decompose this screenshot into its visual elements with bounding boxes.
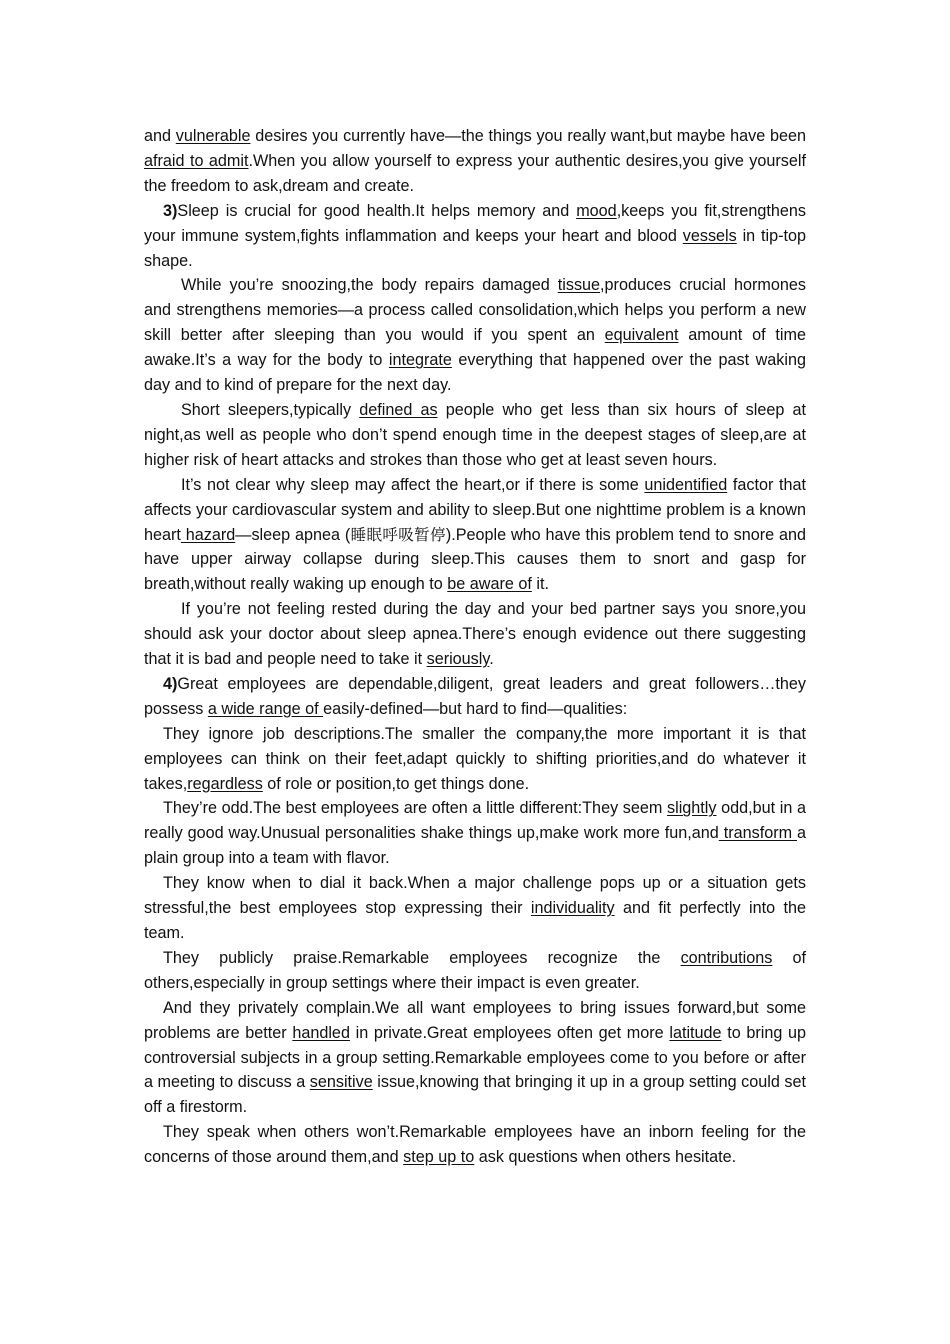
underlined-term: hazard [180,525,236,544]
underlined-term: handled [292,1023,350,1042]
text-segment: . [489,650,494,669]
paragraph-p4 [144,398,806,473]
text-segment: and [144,127,176,145]
text-segment: They know when to dial it back.When a major challenge pops up or a situation gets stressful,the best employees stop expressing their [144,874,806,918]
paragraph-p6 [144,597,806,672]
text-segment: If you’re not feeling rested during the day and your bed partner says you snore,you should ask your doctor about sleep apnea.There’s enough evidence out there suggesting that it is bad and people need to take it [144,600,806,669]
section-number: 4) [163,674,178,693]
text-segment: They’re odd.The best employees are often a little different:They seem [163,799,668,818]
paragraph-p1 [144,124,806,199]
text-segment: factor that affects your cardiovascular system and ability to sleep.But one nighttime problem is a known heart [144,475,806,544]
underlined-term: slightly [667,799,717,818]
paragraph-p9 [144,796,806,871]
underlined-term: equivalent [604,326,679,345]
text-segment: ,keeps you fit,strengthens your immune system,fights inflammation and keeps your heart and blood [144,201,806,245]
text-segment: of role or position,to get things done. [262,774,530,793]
underlined-term: transform [718,824,797,843]
text-segment: They ignore job descriptions.The smaller the company,the more important it is that employees can think on their feet,adapt quickly to shifting priorities,and do whatever it takes, [144,724,806,793]
underlined-term: mood [576,201,617,220]
text-segment: While you’re snoozing,the body repairs damaged [181,276,558,295]
text-segment: odd,but in a really good way.Unusual personalities shake things up,make work more fun,and [144,799,806,843]
underlined-term: integrate [388,351,452,370]
text-segment: issue,knowing that bringing it up in a group setting could set off a firestorm. [144,1073,806,1117]
underlined-term: defined as [359,400,438,419]
text-segment: in private.Great employees often get more [349,1023,670,1042]
text-segment: .When you allow yourself to express your authentic desires,you give yourself the freedom to ask,dream and create. [144,151,806,195]
text-segment: a plain group into a team with flavor. [144,824,806,868]
paragraph-p10 [144,871,806,946]
underlined-term: be aware of [447,575,532,594]
underlined-term: latitude [669,1023,722,1042]
section-number: 3) [163,201,178,220]
underlined-term: a wide range of [207,699,324,718]
text-segment: They publicly praise.Remarkable employees recognize the [163,948,681,967]
text-segment: amount of time awake.It’s a way for the body to [144,326,806,370]
underlined-term: seriously [426,650,490,669]
text-segment: in tip-top shape. [144,226,806,270]
underlined-term: contributions [680,948,773,967]
text-segment: desires you currently have—the things you really want,but maybe have been [250,127,806,145]
paragraph-p11 [144,946,806,996]
underlined-term: afraid to admit [144,151,249,170]
text-segment: ,produces crucial hormones and strengthens memories—a process called consolidation,which helps you perform a new skill better after sleeping than you would if you spent an [144,276,806,345]
text-segment: Short sleepers,typically [181,400,360,419]
text-segment: of others,especially in group settings where their impact is even greater. [144,948,806,992]
text-segment: It’s not clear why sleep may affect the heart,or if there is some [181,475,645,494]
underlined-term: individuality [530,899,615,918]
paragraph-p2 [144,199,806,274]
underlined-term: vessels [682,226,737,245]
text-segment: And they privately complain.We all want employees to bring issues forward,but some problems are better [144,998,806,1042]
underlined-term: vulnerable [175,127,251,145]
text-segment: easily-defined—but hard to find—qualities: [323,699,628,718]
text-segment: Sleep is crucial for good health.It helps memory and [177,201,577,220]
text-segment: people who get less than six hours of sleep at night,as well as people who don’t spend enough time in the deepest stages of sleep,are at higher risk of heart attacks and strokes than those who get at least seven hours. [144,400,806,469]
paragraph-p5 [144,473,806,598]
underlined-term: tissue [557,276,601,295]
document-page [144,124,806,1170]
text-segment: They speak when others won’t.Remarkable employees have an inborn feeling for the concerns of those around them,and [144,1123,806,1167]
underlined-term: sensitive [309,1073,373,1092]
paragraph-p3 [144,273,806,398]
paragraph-p13 [144,1120,806,1170]
text-segment: ask questions when others hesitate. [474,1148,737,1167]
text-segment: 睡眠呼吸暂停 [350,525,446,544]
underlined-term: regardless [187,774,263,793]
paragraph-p12 [144,996,806,1121]
text-segment: everything that happened over the past waking day and to kind of prepare for the next day. [144,351,806,395]
underlined-term: unidentified [644,475,728,494]
text-segment: it. [531,575,549,594]
underlined-term: step up to [403,1148,475,1167]
text-segment: Great employees are dependable,diligent, great leaders and great followers…they possess [144,674,806,718]
paragraph-p7 [144,672,806,722]
text-segment: ).People who have this problem tend to snore and have upper airway collapse during sleep.This causes them to snort and gasp for breath,without really waking up enough to [144,525,806,594]
text-segment: to bring up controversial subjects in a group setting.Remarkable employees come to you before or after a meeting to discuss a [144,1023,806,1092]
text-segment: —sleep apnea ( [235,525,351,544]
paragraph-p8 [144,722,806,797]
text-segment: and fit perfectly into the team. [144,899,806,942]
